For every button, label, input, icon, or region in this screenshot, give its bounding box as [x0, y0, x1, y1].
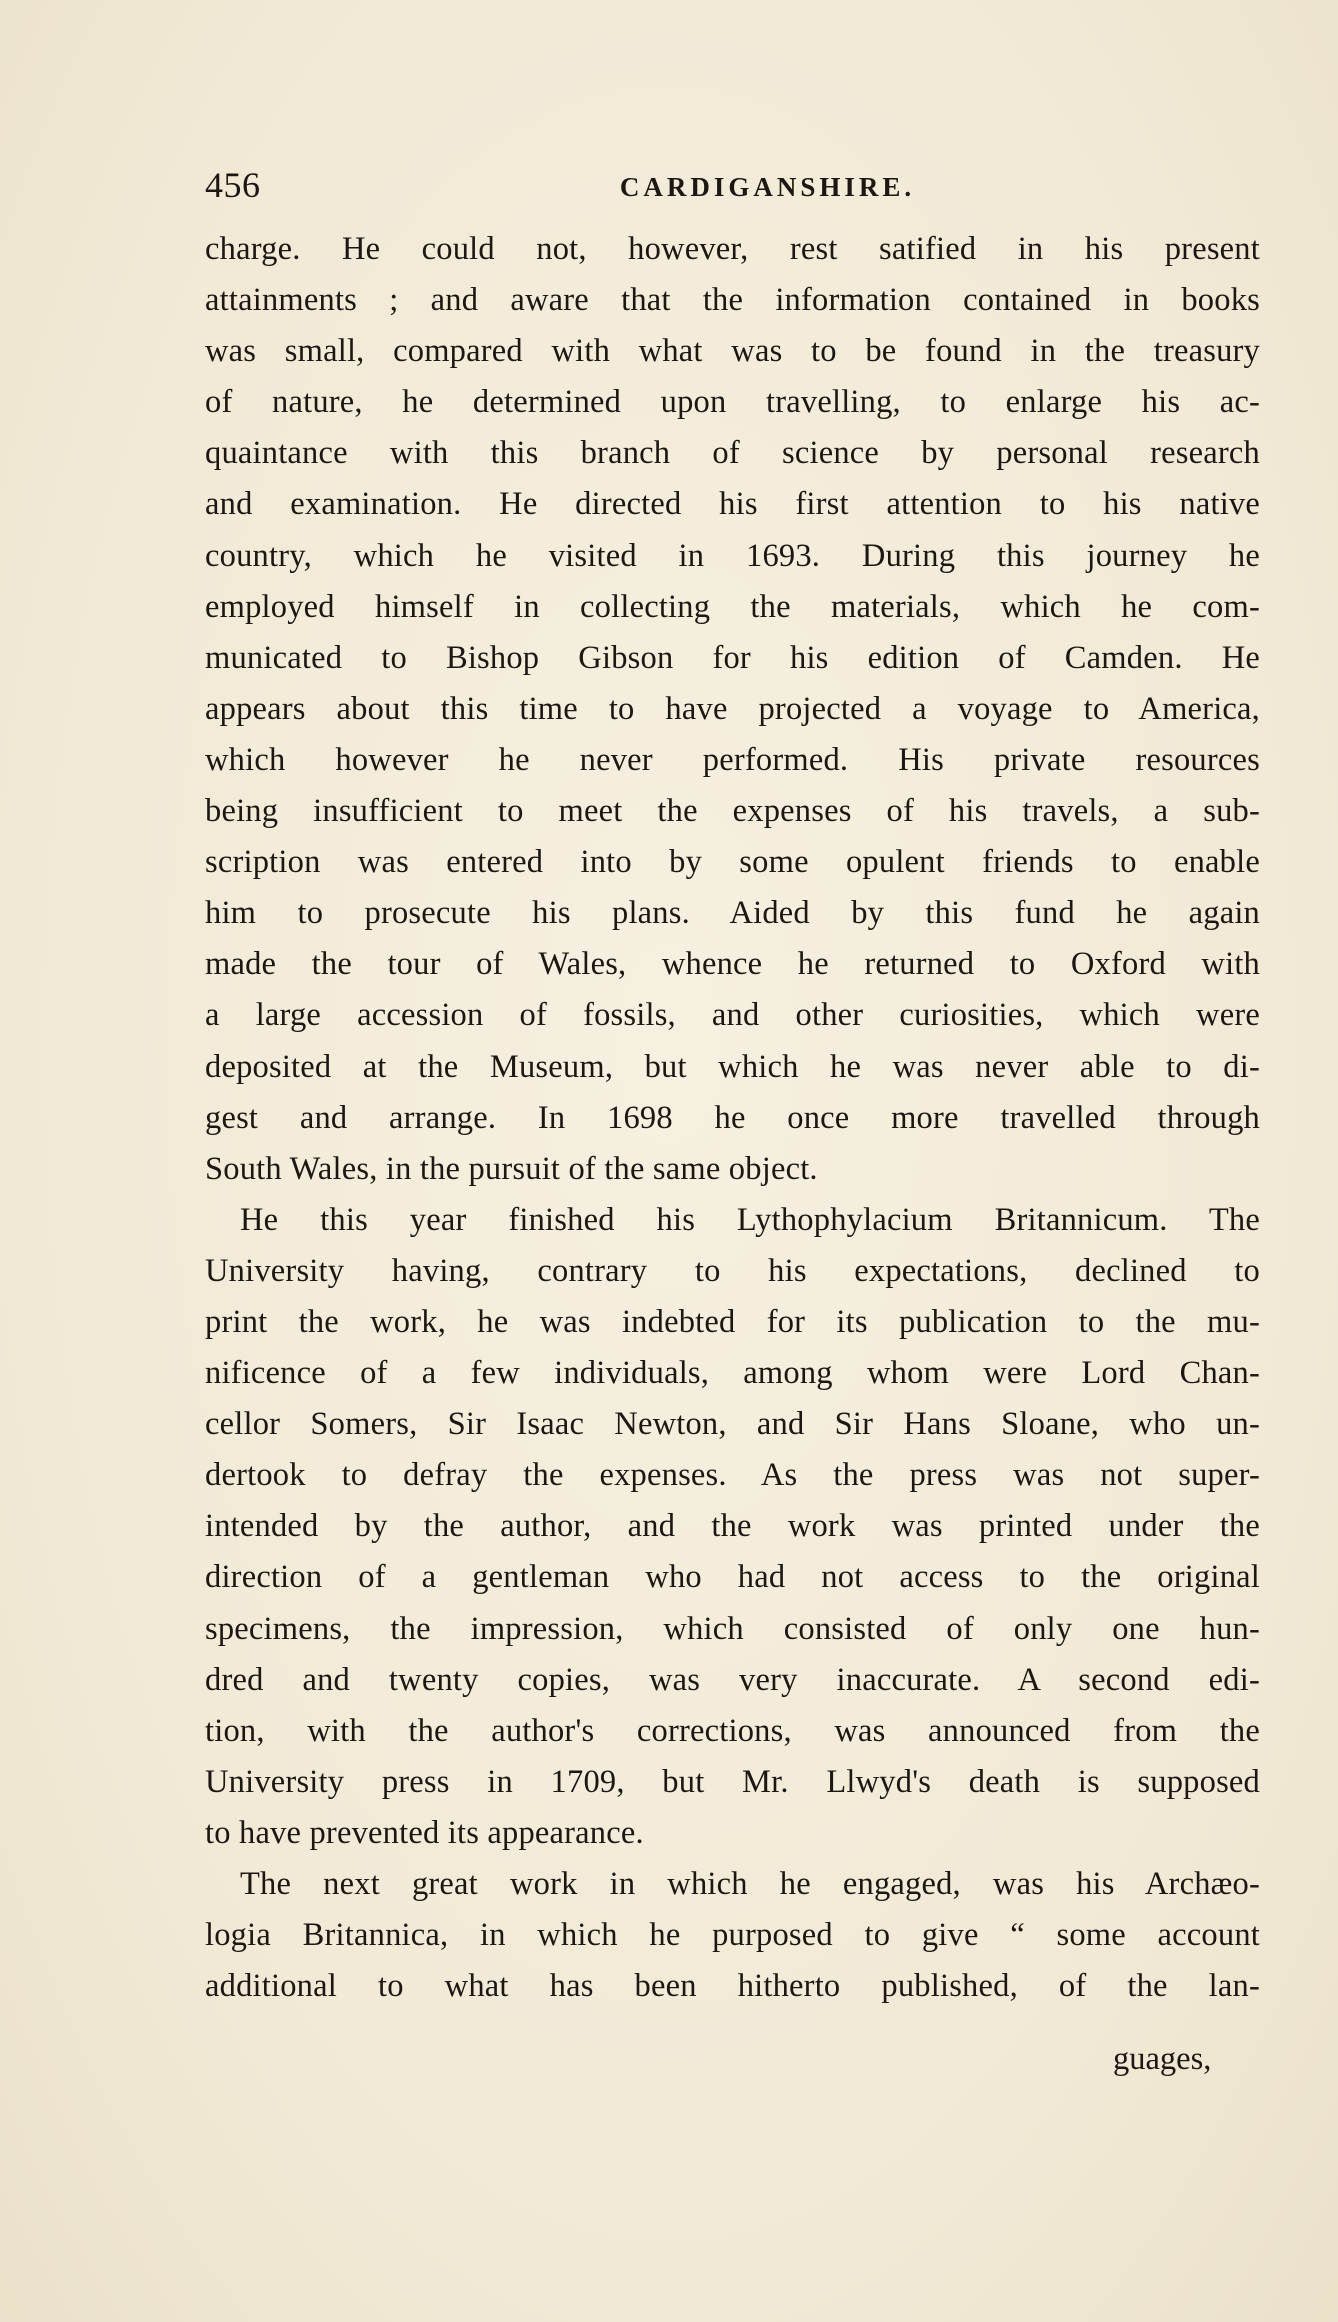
text-line: being insufficient to meet the expenses of his travels, a sub-	[205, 793, 1260, 830]
text-line: University having, contrary to his expectations, declined to	[205, 1252, 1260, 1289]
text-line: logia Britannica, in which he purposed to give “ some account	[205, 1917, 1260, 1954]
text-line: South Wales, in the pursuit of the same object.	[205, 1150, 818, 1187]
text-line: country, which he visited in 1693. During this journey he	[205, 537, 1260, 574]
text-line: cellor Somers, Sir Isaac Newton, and Sir Hans Sloane, who un-	[205, 1406, 1260, 1443]
text-line: which however he never performed. His private resources	[205, 741, 1260, 778]
text-line: intended by the author, and the work was printed under the	[205, 1508, 1260, 1545]
text-line: a large accession of fossils, and other curiosities, which were	[205, 997, 1260, 1034]
page-header	[205, 160, 1260, 210]
text-line: of nature, he determined upon travelling, to enlarge his ac-	[205, 384, 1260, 421]
text-line: nificence of a few individuals, among whom were Lord Chan-	[205, 1355, 1260, 1392]
text-line: dertook to defray the expenses. As the press was not super-	[205, 1457, 1260, 1494]
text-line: tion, with the author's corrections, was announced from the	[205, 1712, 1260, 1749]
text-line: specimens, the impression, which consisted of only one hun-	[205, 1610, 1260, 1647]
text-line: gest and arrange. In 1698 he once more travelled through	[205, 1099, 1260, 1136]
text-line: municated to Bishop Gibson for his edition of Camden. He	[205, 639, 1260, 676]
paragraph-start-line: He this year finished his Lythophylacium Britannicum. The	[240, 1201, 1260, 1238]
text-line: print the work, he was indebted for its publication to the mu-	[205, 1303, 1260, 1340]
text-line: made the tour of Wales, whence he returned to Oxford with	[205, 946, 1260, 983]
paragraph-start-line: The next great work in which he engaged, was his Archæo-	[240, 1866, 1260, 1902]
text-line: dred and twenty copies, was very inaccurate. A second edi-	[205, 1661, 1260, 1698]
text-line: to have prevented its appearance.	[205, 1814, 644, 1851]
text-line: attainments ; and aware that the information contained in books	[205, 282, 1260, 319]
text-line: charge. He could not, however, rest satified in his present	[205, 231, 1260, 267]
text-line: scription was entered into by some opulent friends to enable	[205, 844, 1260, 881]
text-line: direction of a gentleman who had not access to the original	[205, 1559, 1260, 1596]
running-head: CARDIGANSHIRE.	[619, 172, 916, 202]
text-line: and examination. He directed his first attention to his native	[205, 486, 1260, 523]
text-line: appears about this time to have projected a voyage to America,	[205, 690, 1260, 727]
page-number: 456	[205, 165, 261, 205]
catchword: guages,	[1113, 2041, 1212, 2077]
text-line: deposited at the Museum, but which he was never able to di-	[205, 1048, 1260, 1085]
text-line: employed himself in collecting the materials, which he com-	[205, 588, 1260, 625]
text-line: additional to what has been hitherto published, of the lan-	[205, 1968, 1260, 2005]
text-line: was small, compared with what was to be found in the treasury	[205, 333, 1260, 370]
text-line: University press in 1709, but Mr. Llwyd's death is supposed	[205, 1763, 1260, 1800]
body-text	[205, 224, 1260, 2012]
text-line: quaintance with this branch of science by personal research	[205, 435, 1260, 472]
text-line: him to prosecute his plans. Aided by this fund he again	[205, 895, 1260, 932]
